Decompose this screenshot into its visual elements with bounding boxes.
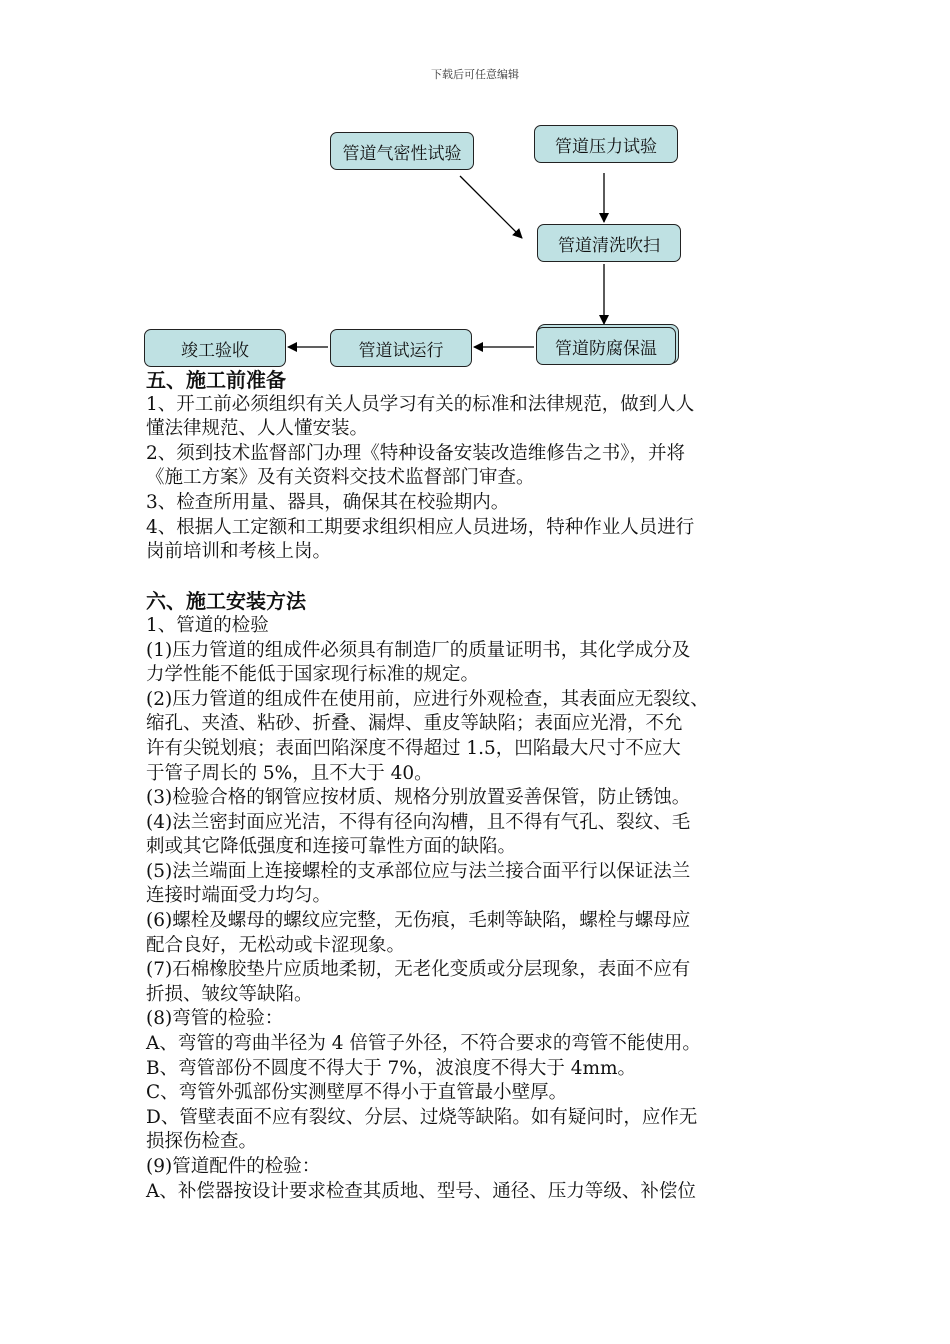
section-6-line: (5)法兰端面上连接螺栓的支承部位应与法兰接合面平行以保证法兰 bbox=[146, 860, 691, 882]
section-6-line: 缩孔、夹渣、粘砂、折叠、漏焊、重皮等缺陷；表面应光滑，不允 bbox=[146, 713, 683, 735]
section-6-line: 力学性能不能低于国家现行标准的规定。 bbox=[146, 664, 480, 686]
section-6-line: 连接时端面受力均匀。 bbox=[146, 885, 332, 907]
section-5-line: 岗前培训和考核上岗。 bbox=[146, 541, 332, 563]
section-6-line: 刺或其它降低强度和连接可靠性方面的缺陷。 bbox=[146, 836, 517, 858]
flow-node-pressure-test: 管道压力试验 bbox=[534, 125, 678, 163]
section-6-line: (2)压力管道的组成件在使用前，应进行外观检查，其表面应无裂纹、 bbox=[146, 688, 709, 710]
section-6-line: (8)弯管的检验： bbox=[146, 1008, 284, 1030]
flow-node-flush-purge: 管道清洗吹扫 bbox=[537, 224, 681, 262]
process-flowchart bbox=[140, 118, 700, 370]
section-5-line: 3、检查所用量、器具，确保其在校验期内。 bbox=[146, 491, 510, 513]
section-5-line: 懂法律规范、人人懂安装。 bbox=[146, 418, 369, 440]
section-6-line: B、弯管部份不圆度不得大于 7%，波浪度不得大于 4mm。 bbox=[146, 1057, 637, 1079]
section-6-line: 1、管道的检验 bbox=[146, 614, 269, 636]
section-6-line: 配合良好，无松动或卡涩现象。 bbox=[146, 934, 406, 956]
section-6-line: (7)石棉橡胶垫片应质地柔韧，无老化变质或分层现象，表面不应有 bbox=[146, 959, 691, 981]
document-body bbox=[146, 368, 826, 1204]
section-6-line: 许有尖锐划痕；表面凹陷深度不得超过 1.5，凹陷最大尺寸不应大 bbox=[146, 737, 681, 759]
flow-node-airtight-test: 管道气密性试验 bbox=[330, 132, 474, 170]
section-6-line: (3)检验合格的钢管应按材质、规格分别放置妥善保管，防止锈蚀。 bbox=[146, 787, 691, 809]
section-6-line: 折损、皱纹等缺陷。 bbox=[146, 983, 313, 1005]
header-note: 下载后可任意编辑 bbox=[431, 68, 519, 81]
section-6-title: 六、施工安装方法 bbox=[146, 589, 306, 614]
flow-node-trial-run: 管道试运行 bbox=[330, 329, 472, 367]
section-6-line: 损探伤检查。 bbox=[146, 1131, 258, 1153]
section-5-line: 《施工方案》及有关资料交技术监督部门审查。 bbox=[146, 467, 535, 489]
section-spacer bbox=[146, 565, 826, 590]
section-5-title: 五、施工前准备 bbox=[146, 368, 286, 392]
section-5-line: 1、开工前必须组织有关人员学习有关的标准和法律规范，做到人人 bbox=[146, 393, 695, 415]
flow-node-acceptance: 竣工验收 bbox=[144, 329, 286, 367]
section-6-line: 于管子周长的 5%，且不大于 40。 bbox=[146, 762, 433, 784]
section-6-line: (9)管道配件的检验： bbox=[146, 1156, 321, 1177]
flow-node-anticorrosion: 管道防腐保温 bbox=[536, 327, 676, 365]
section-6-line: A、补偿器按设计要求检查其质地、型号、通径、压力等级、补偿位 bbox=[146, 1180, 696, 1202]
section-6-line: D、管壁表面不应有裂纹、分层、过烧等缺陷。如有疑问时，应作无 bbox=[146, 1106, 698, 1128]
section-5-line: 4、根据人工定额和工期要求组织相应人员进场，特种作业人员进行 bbox=[146, 516, 695, 538]
section-5-line: 2、须到技术监督部门办理《特种设备安装改造维修告之书》，并将 bbox=[146, 442, 686, 464]
arrow-airtight-to-flush bbox=[460, 176, 522, 238]
section-6-line: (1)压力管道的组成件必须具有制造厂的质量证明书，其化学成分及 bbox=[146, 639, 691, 661]
section-6-line: (4)法兰密封面应光洁，不得有径向沟槽，且不得有气孔、裂纹、毛 bbox=[146, 811, 691, 833]
section-6-line: (6)螺栓及螺母的螺纹应完整，无伤痕，毛刺等缺陷，螺栓与螺母应 bbox=[146, 910, 691, 932]
section-6-line: C、弯管外弧部份实测壁厚不得小于直管最小壁厚。 bbox=[146, 1082, 568, 1104]
section-6-line: A、弯管的弯曲半径为 4 倍管子外径，不符合要求的弯管不能使用。 bbox=[146, 1033, 701, 1055]
